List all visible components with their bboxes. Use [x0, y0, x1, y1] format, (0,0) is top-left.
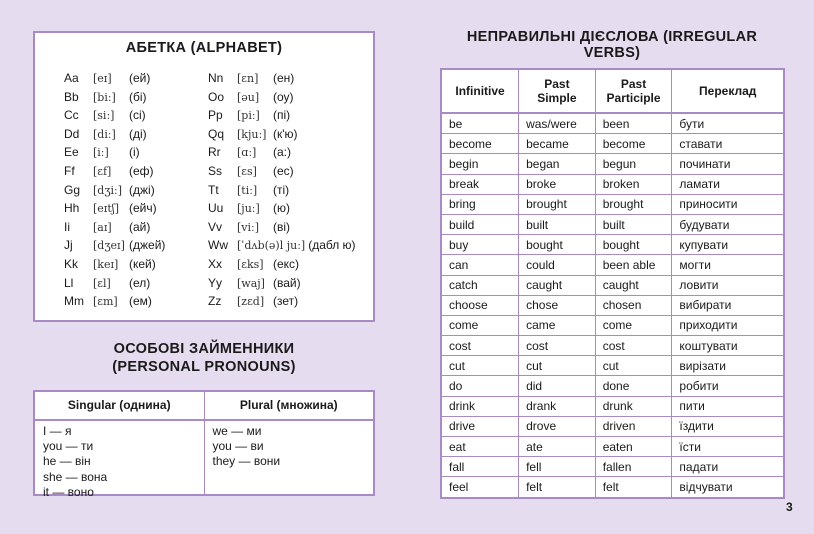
pronoun-item: we — ми — [212, 424, 262, 438]
page-number: 3 — [786, 500, 793, 514]
infinitive-cell: cost — [441, 336, 519, 356]
table-row — [441, 437, 784, 457]
infinitive-cell: feel — [441, 477, 519, 498]
alphabet-row — [64, 162, 165, 181]
translation-cell: ламати — [672, 174, 784, 194]
past-simple-header-line1: Past — [544, 77, 570, 91]
table-row — [441, 376, 784, 396]
pronouns-header-row — [35, 392, 373, 421]
alphabet-ukrainian: (а:) — [273, 145, 291, 160]
verbs-header-row — [441, 69, 784, 113]
alphabet-ipa: [aɪ] — [93, 220, 112, 234]
past-participle-cell: driven — [595, 416, 672, 436]
past-participle-cell: bought — [595, 235, 672, 255]
alphabet-letter: Vv — [208, 219, 223, 234]
alphabet-ukrainian: (ві) — [273, 219, 291, 234]
alphabet-ukrainian: (ен) — [273, 71, 295, 85]
past-simple-cell: brought — [519, 194, 596, 214]
table-row — [441, 416, 784, 436]
past-participle-cell: been — [595, 113, 672, 134]
alphabet-ukrainian: (дабл ю) — [308, 238, 356, 253]
translation-cell: купувати — [672, 235, 784, 255]
alphabet-box — [33, 31, 375, 322]
alphabet-ukrainian: (ді) — [129, 126, 147, 141]
alphabet-row — [64, 125, 165, 144]
alphabet-letter: Hh — [64, 201, 80, 216]
alphabet-ukrainian: (джей) — [129, 238, 166, 253]
alphabet-row — [64, 292, 165, 311]
table-row — [441, 275, 784, 295]
table-row — [441, 255, 784, 275]
alphabet-letter: Pp — [208, 108, 223, 123]
alphabet-ukrainian: (зет) — [273, 294, 299, 309]
alphabet-ukrainian: (екс) — [273, 256, 300, 271]
alphabet-ipa: [ɑː] — [237, 146, 257, 160]
alphabet-ukrainian: (бі) — [129, 89, 147, 104]
alphabet-row — [208, 218, 356, 237]
infinitive-header: Infinitive — [441, 69, 519, 113]
alphabet-letter: Tt — [208, 182, 219, 197]
alphabet-letter: Oo — [208, 89, 225, 104]
past-simple-cell: chose — [519, 295, 596, 315]
translation-cell: починати — [672, 154, 784, 174]
pronouns-table — [33, 390, 375, 499]
table-row — [441, 134, 784, 154]
past-participle-cell: become — [595, 134, 672, 154]
plural-column — [205, 421, 374, 496]
alphabet-letter: Ii — [64, 219, 70, 234]
past-simple-cell: broke — [519, 174, 596, 194]
alphabet-row — [208, 106, 356, 125]
table-row — [441, 336, 784, 356]
translation-cell: вирізати — [672, 356, 784, 376]
alphabet-ukrainian: (ейч) — [129, 201, 157, 216]
past-simple-header — [519, 69, 596, 113]
pronoun-item: you — ви — [212, 439, 264, 454]
infinitive-cell: come — [441, 315, 519, 335]
alphabet-ipa: [piː] — [237, 109, 260, 123]
past-simple-cell: fell — [519, 457, 596, 477]
pronoun-item: he — він — [43, 454, 91, 469]
alphabet-ipa: [eɪtʃ] — [93, 202, 120, 216]
translation-cell: вибирати — [672, 295, 784, 315]
infinitive-cell: build — [441, 214, 519, 234]
alphabet-letter: Yy — [208, 275, 223, 290]
pronouns-title — [33, 340, 375, 376]
alphabet-letter: Cc — [64, 108, 79, 123]
alphabet-ipa: [dʒiː] — [93, 183, 123, 197]
infinitive-cell: cut — [441, 356, 519, 376]
table-row — [441, 214, 784, 234]
infinitive-cell: become — [441, 134, 519, 154]
table-row — [441, 194, 784, 214]
alphabet-ukrainian: (вай) — [273, 275, 301, 290]
alphabet-ipa: [waj] — [237, 276, 265, 290]
alphabet-ipa: [tiː] — [237, 183, 258, 197]
alphabet-ukrainian: (кей) — [129, 256, 156, 271]
infinitive-cell: break — [441, 174, 519, 194]
alphabet-ukrainian: (ес) — [273, 163, 294, 178]
alphabet-row — [208, 88, 356, 107]
alphabet-row — [64, 236, 165, 255]
infinitive-cell: buy — [441, 235, 519, 255]
translation-cell: будувати — [672, 214, 784, 234]
alphabet-ipa: [ɛs] — [237, 164, 257, 178]
alphabet-row — [64, 199, 165, 218]
alphabet-letter: Aa — [64, 71, 79, 85]
alphabet-ipa: [ɛl] — [93, 276, 111, 290]
past-participle-cell: come — [595, 315, 672, 335]
past-simple-cell: came — [519, 315, 596, 335]
table-row — [441, 113, 784, 134]
alphabet-ukrainian: (пі) — [273, 108, 291, 123]
translation-cell: ловити — [672, 275, 784, 295]
alphabet-letter: Kk — [64, 256, 79, 271]
alphabet-ipa: [viː] — [237, 220, 260, 234]
alphabet-letter: Nn — [208, 71, 224, 85]
alphabet-ipa: [ɛm] — [93, 295, 118, 309]
infinitive-cell: catch — [441, 275, 519, 295]
alphabet-ipa: [kjuː] — [237, 127, 267, 141]
alphabet-letter: Ww — [208, 238, 228, 253]
past-simple-cell: drove — [519, 416, 596, 436]
plural-header: Plural (множина) — [239, 398, 338, 412]
alphabet-ipa: [iː] — [93, 146, 109, 160]
irregular-verbs-table — [440, 68, 785, 499]
singular-header: Singular (однина) — [35, 392, 205, 419]
alphabet-ukrainian: (оу) — [273, 89, 294, 104]
past-simple-cell: ate — [519, 437, 596, 457]
table-row — [441, 356, 784, 376]
past-participle-cell: caught — [595, 275, 672, 295]
alphabet-letter: Ss — [208, 163, 223, 178]
past-participle-cell: chosen — [595, 295, 672, 315]
alphabet-title: АБЕТКА (ALPHABET) — [125, 40, 283, 56]
alphabet-letter: Ff — [64, 163, 75, 178]
alphabet-ukrainian: (джі) — [129, 182, 155, 197]
alphabet-ukrainian: (ел) — [129, 275, 151, 290]
past-simple-cell: cost — [519, 336, 596, 356]
alphabet-letter: Ee — [64, 145, 79, 160]
alphabet-row — [208, 274, 356, 293]
alphabet-row — [208, 69, 356, 88]
past-simple-cell: drank — [519, 396, 596, 416]
infinitive-cell: begin — [441, 154, 519, 174]
infinitive-cell: drive — [441, 416, 519, 436]
pronoun-item: it — воно — [43, 484, 94, 499]
translation-header: Переклад — [672, 69, 784, 113]
alphabet-row — [64, 69, 165, 88]
past-participle-cell: cost — [595, 336, 672, 356]
table-row — [441, 295, 784, 315]
translation-cell: їсти — [672, 437, 784, 457]
alphabet-ipa: [ɛks] — [237, 257, 264, 271]
alphabet-letter: Mm — [64, 294, 84, 309]
translation-cell: робити — [672, 376, 784, 396]
alphabet-row — [208, 236, 356, 255]
table-row — [441, 174, 784, 194]
alphabet-row — [64, 181, 165, 200]
alphabet-ukrainian: (і) — [129, 145, 140, 160]
pronoun-item: they — вони — [212, 454, 281, 469]
past-participle-header — [595, 69, 672, 113]
alphabet-letter: Jj — [64, 238, 73, 253]
past-participle-cell: drunk — [595, 396, 672, 416]
alphabet-letter: Gg — [64, 182, 81, 197]
alphabet-ukrainian: (ті) — [273, 182, 290, 197]
alphabet-letter: Rr — [208, 145, 221, 160]
alphabet-ipa: [zɛd] — [237, 295, 265, 309]
alphabet-ipa: [eɪ] — [93, 72, 112, 85]
infinitive-cell: drink — [441, 396, 519, 416]
alphabet-ipa: [siː] — [93, 109, 115, 123]
past-simple-cell: began — [519, 154, 596, 174]
past-simple-cell: could — [519, 255, 596, 275]
past-participle-cell: cut — [595, 356, 672, 376]
alphabet-column-left — [64, 69, 165, 311]
past-simple-cell: became — [519, 134, 596, 154]
past-simple-cell: was/were — [519, 113, 596, 134]
translation-cell: коштувати — [672, 336, 784, 356]
past-participle-cell: fallen — [595, 457, 672, 477]
alphabet-letter: Uu — [208, 201, 224, 216]
alphabet-letter: Ll — [64, 275, 74, 290]
table-row — [441, 154, 784, 174]
past-participle-header-line1: Past — [620, 77, 647, 91]
translation-cell: приходити — [672, 315, 784, 335]
pronoun-item: you — ти — [43, 439, 94, 454]
past-participle-cell: broken — [595, 174, 672, 194]
alphabet-row — [64, 88, 165, 107]
past-simple-cell: cut — [519, 356, 596, 376]
past-simple-cell: felt — [519, 477, 596, 498]
alphabet-ukrainian: (ю) — [273, 201, 290, 216]
alphabet-row — [64, 274, 165, 293]
verbs-title: НЕПРАВИЛЬНІ ДІЄСЛОВА (IRREGULAR VERBS) — [466, 29, 758, 61]
alphabet-ukrainian: (к'ю) — [273, 126, 298, 141]
pronouns-body — [35, 421, 373, 499]
alphabet-ipa: [dʒeɪ] — [93, 239, 125, 253]
translation-cell: падати — [672, 457, 784, 477]
alphabet-ipa: [diː] — [93, 127, 116, 141]
alphabet-letter: Xx — [208, 256, 223, 271]
alphabet-row — [208, 181, 356, 200]
alphabet-ukrainian: (еф) — [129, 163, 154, 178]
singular-column — [35, 421, 205, 499]
infinitive-cell: fall — [441, 457, 519, 477]
infinitive-cell: eat — [441, 437, 519, 457]
alphabet-row — [64, 218, 165, 237]
infinitive-cell: can — [441, 255, 519, 275]
past-simple-header-line2: Simple — [537, 91, 577, 105]
translation-cell: приносити — [672, 194, 784, 214]
alphabet-letter: Bb — [64, 89, 79, 104]
infinitive-cell: bring — [441, 194, 519, 214]
alphabet-letter: Zz — [208, 294, 222, 309]
infinitive-cell: do — [441, 376, 519, 396]
alphabet-row — [208, 162, 356, 181]
past-participle-cell: done — [595, 376, 672, 396]
alphabet-row — [64, 255, 165, 274]
alphabet-row — [64, 106, 165, 125]
alphabet-ukrainian: (сі) — [129, 108, 146, 123]
verbs-body — [441, 113, 784, 498]
past-participle-cell: eaten — [595, 437, 672, 457]
table-row — [441, 235, 784, 255]
past-simple-cell: built — [519, 214, 596, 234]
translation-cell: ставати — [672, 134, 784, 154]
past-simple-cell: did — [519, 376, 596, 396]
table-row — [441, 396, 784, 416]
alphabet-ukrainian: (ей) — [129, 71, 151, 85]
alphabet-row — [208, 143, 356, 162]
alphabet-column-right — [208, 69, 356, 311]
alphabet-row — [208, 255, 356, 274]
translation-cell: могти — [672, 255, 784, 275]
alphabet-ipa: [ɛf] — [93, 164, 112, 178]
table-row — [441, 477, 784, 498]
alphabet-ipa: [juː] — [237, 202, 260, 216]
past-participle-cell: begun — [595, 154, 672, 174]
alphabet-ukrainian: (ай) — [129, 219, 151, 234]
alphabet-ipa: [ɛn] — [237, 72, 259, 85]
alphabet-letter: Qq — [208, 126, 225, 141]
past-participle-cell: felt — [595, 477, 672, 498]
table-row — [441, 457, 784, 477]
translation-cell: пити — [672, 396, 784, 416]
translation-cell: бути — [672, 113, 784, 134]
alphabet-letter: Dd — [64, 126, 80, 141]
alphabet-ipa: [biː] — [93, 90, 116, 104]
pronoun-item: I — я — [43, 424, 72, 438]
infinitive-cell: choose — [441, 295, 519, 315]
infinitive-cell: be — [441, 113, 519, 134]
past-simple-cell: bought — [519, 235, 596, 255]
table-row — [441, 315, 784, 335]
pronouns-title-line1: ОСОБОВІ ЗАЙМЕННИКИ — [113, 341, 295, 357]
alphabet-ipa: [ˈdʌb(ə)l juː] — [237, 239, 306, 253]
past-participle-cell: built — [595, 214, 672, 234]
past-simple-cell: caught — [519, 275, 596, 295]
alphabet-row — [208, 125, 356, 144]
alphabet-ipa: [keɪ] — [93, 257, 119, 271]
alphabet-row — [208, 292, 356, 311]
pronouns-title-line2: (PERSONAL PRONOUNS) — [112, 359, 296, 375]
past-participle-header-line2: Participle — [606, 91, 661, 105]
past-participle-cell: been able — [595, 255, 672, 275]
alphabet-row — [64, 143, 165, 162]
alphabet-ukrainian: (ем) — [129, 294, 152, 309]
translation-cell: їздити — [672, 416, 784, 436]
translation-cell: відчувати — [672, 477, 784, 498]
alphabet-row — [208, 199, 356, 218]
alphabet-ipa: [əu] — [237, 90, 260, 104]
past-participle-cell: brought — [595, 194, 672, 214]
pronoun-item: she — вона — [43, 469, 108, 484]
